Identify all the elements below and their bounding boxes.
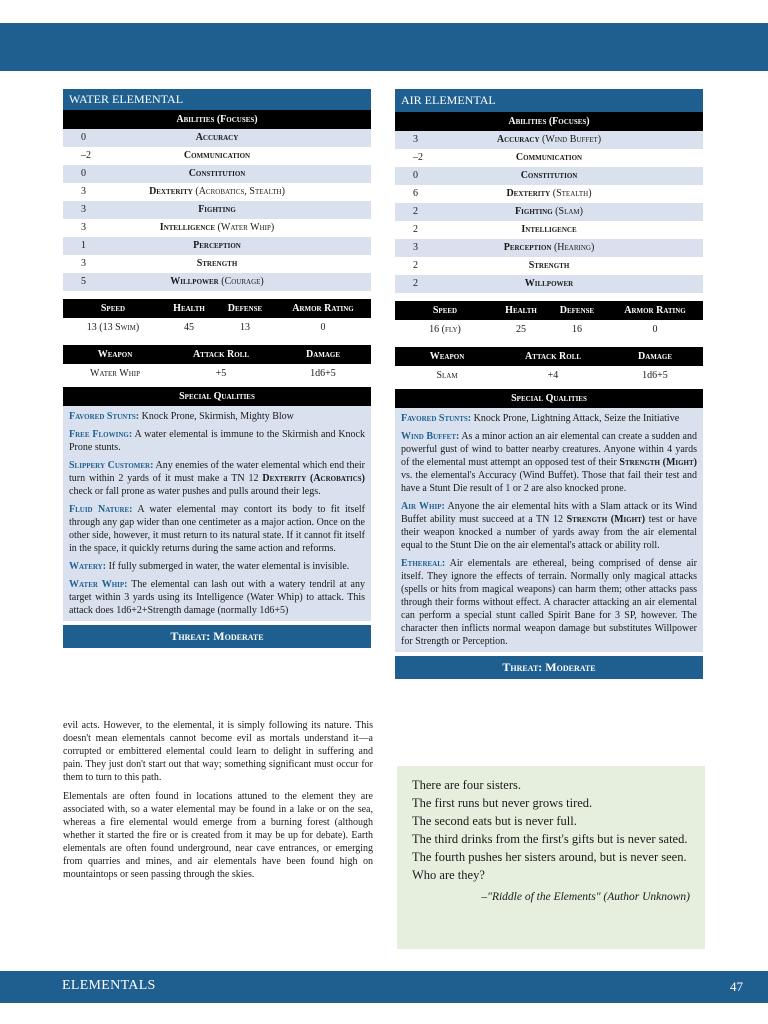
weapon-header: Attack Roll [499, 347, 607, 366]
weapon-attack-roll: +4 [547, 370, 559, 381]
weapon-header: Damage [275, 345, 371, 364]
ability-focus: (Courage) [218, 276, 264, 287]
ability-focus: (Hearing) [551, 242, 595, 253]
ability-name: Willpower [524, 278, 574, 289]
quality-name: Free Flowing: [69, 429, 133, 440]
ability-row [395, 149, 703, 167]
weapon-damage: 1d6+5 [310, 368, 336, 379]
ability-name: Strength [528, 260, 570, 271]
quality-text: As a minor action an air elemental can create a sudden and powerful gust of wind to batter nearby creatures. Anyone within 4 yards of the elemental must attempt an opposed test of their [401, 431, 697, 468]
stat-header: Speed [63, 299, 163, 318]
ability-value: 2 [413, 206, 418, 217]
quality-text: A water elemental is immune to the Skirmish and Knock Prone stunts. [69, 429, 365, 453]
ability-row [395, 221, 703, 239]
quality-item [69, 410, 365, 423]
footer-section-title: ELEMENTALS [62, 978, 156, 993]
quality-item [69, 578, 365, 617]
ability-focus: (Water Whip) [215, 222, 275, 233]
threat-level: Threat: Moderate [395, 656, 703, 679]
ability-name: Perception [193, 240, 241, 251]
weapon-name: Water Whip [90, 368, 140, 379]
stat-header: Health [495, 301, 547, 320]
statblock-title: WATER ELEMENTAL [63, 89, 371, 110]
ability-row [63, 255, 371, 273]
ability-value: 3 [81, 222, 86, 233]
ability-name: Accuracy [496, 134, 540, 145]
quality-text-cont: vs. the elemental's Accuracy (Wind Buffet). Those that fail their test and have a Stunt Die result of 1 or 2 are also knocked prone. [401, 470, 697, 494]
stat-header: Health [163, 299, 215, 318]
abilities-header: Abilities (Focuses) [63, 110, 371, 129]
quality-name: Favored Stunts: [401, 413, 472, 424]
quality-item [69, 503, 365, 555]
weapon-header: Damage [607, 347, 703, 366]
ability-value: 3 [81, 204, 86, 215]
riddle-line: The second eats but is never full. [412, 814, 577, 828]
ability-row [63, 147, 371, 165]
stats-table [63, 299, 371, 337]
ability-value: 0 [81, 132, 86, 143]
quality-text-cont: test or have their weapon knocked a number of yards away from the air elemental equal to the Stunt Die on the air elemental's attack or ability roll. [401, 514, 697, 551]
ability-name: Constitution [520, 170, 578, 181]
ability-row [63, 201, 371, 219]
quality-item [69, 428, 365, 454]
quality-name: Air Whip: [401, 501, 445, 512]
stat-defense: 13 [240, 322, 250, 333]
weapon-header: Weapon [63, 345, 167, 364]
weapon-header: Attack Roll [167, 345, 275, 364]
ability-row [63, 273, 371, 291]
weapon-damage: 1d6+5 [642, 370, 668, 381]
stat-header: Armor Rating [607, 301, 703, 320]
ability-name: Accuracy [195, 132, 239, 143]
ability-value: 2 [413, 224, 418, 235]
quality-name: Slippery Customer: [69, 460, 154, 471]
ability-value: –2 [81, 150, 91, 161]
top-banner [0, 23, 768, 71]
ability-value: 0 [81, 168, 86, 179]
threat-level: Threat: Moderate [63, 625, 371, 648]
quality-name: Fluid Nature: [69, 504, 133, 515]
riddle-line: There are four sisters. [412, 778, 521, 792]
stat-header: Defense [215, 299, 275, 318]
ability-value: 6 [413, 188, 418, 199]
riddle-line: The fourth pushes her sisters around, but is never seen. [412, 850, 687, 864]
quality-test: Strength (Might) [566, 514, 646, 525]
quality-item [401, 557, 697, 648]
ability-row [395, 185, 703, 203]
stat-header: Defense [547, 301, 607, 320]
special-qualities-header: Special Qualities [395, 389, 703, 408]
quality-item [69, 560, 365, 573]
ability-row [63, 237, 371, 255]
riddle-sidebar [397, 766, 705, 949]
ability-focus: (Acrobatics, Stealth) [192, 186, 285, 197]
ability-name: Dexterity [149, 186, 193, 197]
quality-name: Ethereal: [401, 558, 446, 569]
quality-name: Wind Buffet: [401, 431, 460, 442]
special-qualities [63, 406, 371, 621]
stats-table [395, 301, 703, 339]
riddle-line: Who are they? [412, 868, 485, 882]
abilities-list [63, 129, 371, 291]
weapon-table [63, 345, 371, 383]
quality-text: Knock Prone, Lightning Attack, Seize the Initiative [471, 413, 680, 424]
quality-name: Favored Stunts: [69, 411, 140, 422]
quality-text: The elemental can lash out with a watery tendril at any target within 3 yards using its Intelligence (Water Whip) to attack. This attack does 1d6+2+Strength damage (normally 1d6+5) [69, 579, 365, 616]
stat-health: 45 [184, 322, 194, 333]
ability-value: 3 [413, 242, 418, 253]
quality-name: Watery: [69, 561, 107, 572]
quality-text-cont: check or fall prone as water pushes and pulls around their legs. [69, 486, 321, 497]
quality-item [401, 412, 697, 425]
ability-value: 2 [413, 278, 418, 289]
quality-text: If fully submerged in water, the water elemental is invisible. [106, 561, 350, 572]
quality-test: Dexterity (Acrobatics) [262, 473, 365, 484]
ability-name: Willpower [170, 276, 219, 287]
quality-item [401, 430, 697, 495]
quality-text: Any enemies of the water elemental which end their turn within 2 yards of it must make a TN 12 [69, 460, 365, 484]
ability-row [395, 275, 703, 293]
ability-row [63, 183, 371, 201]
ability-value: 2 [413, 260, 418, 271]
ability-row [63, 165, 371, 183]
stat-header: Speed [395, 301, 495, 320]
riddle-line: The first runs but never grows tired. [412, 796, 593, 810]
ability-name: Communication [515, 152, 583, 163]
special-qualities [395, 408, 703, 652]
stat-speed: 13 (13 Swim) [86, 322, 140, 333]
quality-item [69, 459, 365, 498]
ability-row [395, 257, 703, 275]
ability-row [63, 219, 371, 237]
ability-row [395, 131, 703, 149]
ability-row [395, 167, 703, 185]
ability-value: 0 [413, 170, 418, 181]
ability-value: 3 [81, 186, 86, 197]
weapon-name: Slam [436, 370, 458, 381]
stat-speed: 16 (fly) [429, 324, 461, 335]
statblock-title: AIR ELEMENTAL [395, 89, 703, 112]
riddle-line: The third drinks from the first's gifts but is never sated. [412, 832, 688, 846]
body-paragraph: Elementals are often found in locations attuned to the element they are associated with, so a water elemental may be found in a lake or on the sea, whereas a fire elemental would emerge from a burning forest (although whether it started the fire or is created from it may be up for debate). Earth elementals are often found underground, near cave entrances, or emerging from quarries and mines, and air elementals have been found high on mountaintops or seen passing through the skies. [63, 791, 373, 880]
ability-name: Communication [183, 150, 251, 161]
ability-row [63, 129, 371, 147]
quality-name: Water Whip: [69, 579, 128, 590]
ability-value: 5 [81, 276, 86, 287]
stat-health: 25 [516, 324, 526, 335]
weapon-attack-roll: +5 [215, 368, 227, 379]
ability-focus: (Stealth) [550, 188, 592, 199]
ability-name: Dexterity [506, 188, 551, 199]
footer-bar [0, 971, 768, 1003]
stat-armor-rating: 0 [652, 324, 658, 335]
abilities-list [395, 131, 703, 293]
body-paragraph: evil acts. However, to the elemental, it is simply following its nature. This doesn't mean elementals cannot become evil as mortals understand it—a corrupted or embittered elemental could learn to delight in suffering and pain. They just don't start out that way; something significant must occur for them to turn to this path. [63, 720, 373, 783]
weapon-table [395, 347, 703, 385]
ability-value: 3 [81, 258, 86, 269]
ability-name: Strength [196, 258, 238, 269]
quality-text: Anyone the air elemental hits with a Slam attack or its Wind Buffet ability must succeed at a TN 12 [401, 501, 697, 525]
ability-name: Fighting [515, 206, 553, 217]
body-text [63, 719, 373, 887]
water-elemental-statblock [63, 89, 371, 648]
special-qualities-header: Special Qualities [63, 387, 371, 406]
ability-name: Perception [503, 242, 552, 253]
riddle-attribution: –"Riddle of the Elements" (Author Unknown) [481, 891, 690, 903]
weapon-header: Weapon [395, 347, 499, 366]
abilities-header: Abilities (Focuses) [395, 112, 703, 131]
quality-text: Air elementals are ethereal, being comprised of dense air itself. They ignore the effects of terrain. Normally only magical attacks (spells or hits from magical weapons) can harm them; other attacks pass through their forms without effect. A character attacking an air elemental can perform a special stunt called Spirit Bane for 3 SP, however. The character then inflicts normal weapon damage but substitutes Willpower for Strength or Perception. [401, 558, 697, 647]
stat-armor-rating: 0 [320, 322, 326, 333]
ability-value: 3 [413, 134, 418, 145]
quality-text: A water elemental may contort its body to fit itself through any gap wider than one centimeter as a major action. Once on the other side, however, it must return to its natural state. If it cannot fit itself in the space, it quickly returns during the same action and reforms. [69, 504, 365, 554]
ability-name: Fighting [198, 204, 236, 215]
stat-header: Armor Rating [275, 299, 371, 318]
stat-defense: 16 [572, 324, 582, 335]
ability-row [395, 203, 703, 221]
air-elemental-statblock [395, 89, 703, 679]
ability-focus: (Wind Buffet) [539, 134, 602, 145]
ability-focus: (Slam) [552, 206, 583, 217]
page-number: 47 [730, 979, 743, 994]
ability-name: Constitution [188, 168, 246, 179]
quality-test: Strength (Might) [619, 457, 697, 468]
ability-row [395, 239, 703, 257]
ability-value: –2 [413, 152, 423, 163]
ability-value: 1 [81, 240, 86, 251]
quality-text: Knock Prone, Skirmish, Mighty Blow [139, 411, 294, 422]
quality-item [401, 500, 697, 552]
ability-name: Intelligence [159, 222, 216, 233]
ability-name: Intelligence [521, 224, 577, 235]
